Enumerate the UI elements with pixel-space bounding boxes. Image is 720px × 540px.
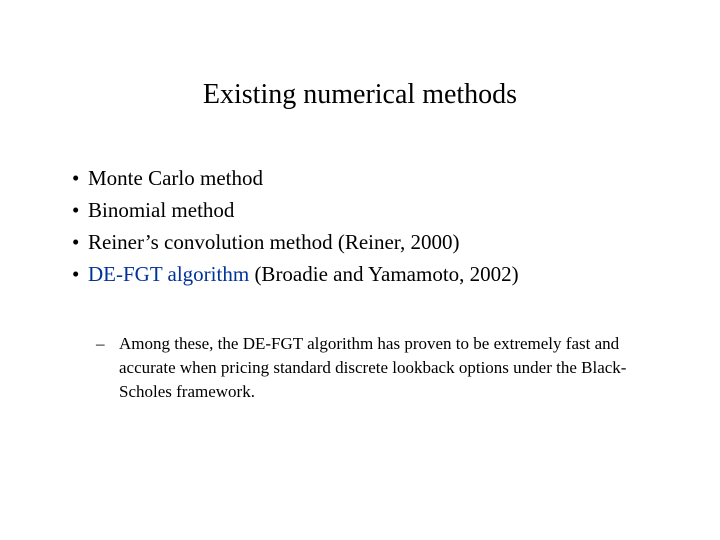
de-fgt-highlight: DE-FGT algorithm [88, 262, 250, 286]
bullet-dot: • [72, 166, 80, 190]
sub-bullet [96, 332, 666, 404]
bullet-text [88, 258, 519, 290]
bullet-text: Binomial method [88, 198, 235, 222]
de-fgt-citation: (Broadie and Yamamoto, 2002) [249, 262, 519, 286]
bullet-dot: • [72, 230, 80, 254]
sub-bullet-dash: – [96, 334, 105, 353]
bullet-text: Reiner’s convolution method (Reiner, 2000) [88, 230, 460, 254]
bullet-dot: • [72, 262, 80, 286]
bullet-text: Monte Carlo method [88, 166, 263, 190]
bullet-dot: • [72, 198, 80, 222]
sub-bullet-text: Among these, the DE-FGT algorithm has proven to be extremely fast and accurate when pricing standard discrete lookback options under the Black-Scholes framework. [119, 334, 627, 401]
slide-title: Existing numerical methods [202, 79, 518, 110]
